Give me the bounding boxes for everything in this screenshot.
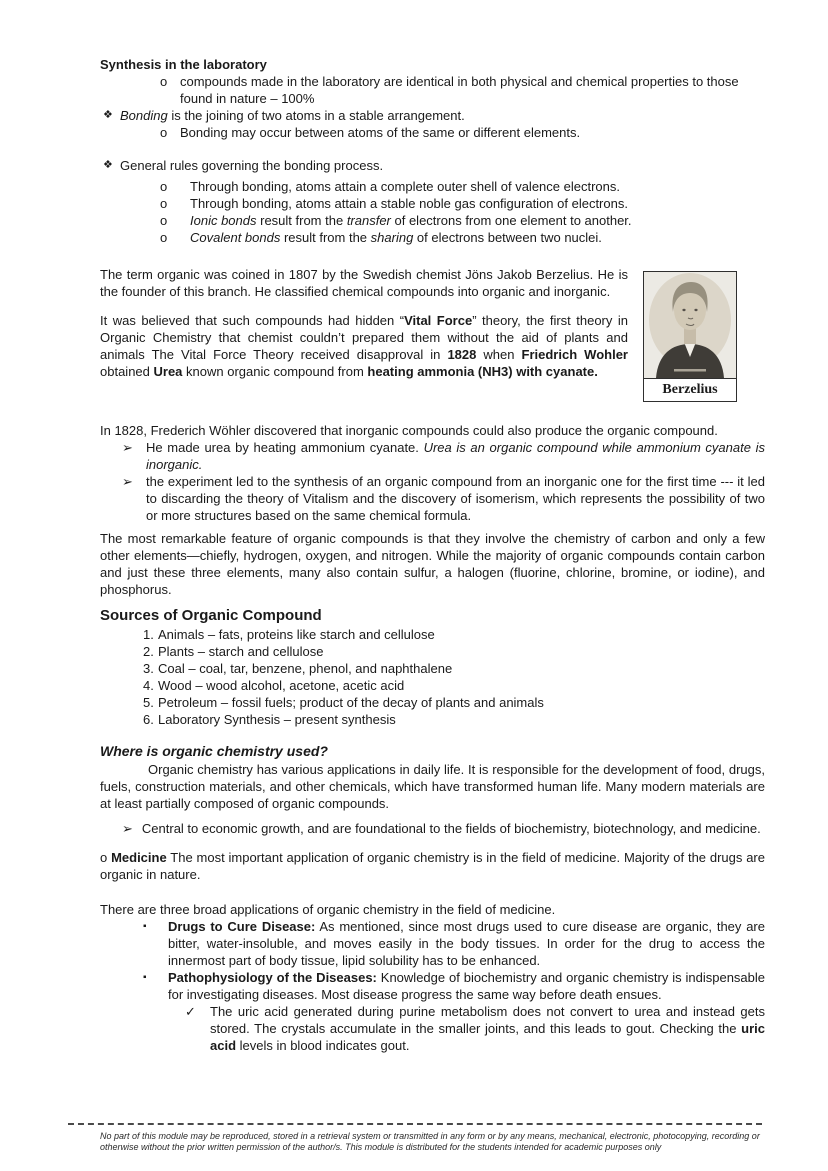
run: obtained <box>100 364 154 379</box>
list-item-pathophysiology <box>100 969 765 1003</box>
circle-bullet: o <box>160 230 168 245</box>
list-item-text <box>210 1003 765 1054</box>
term-drugs-to-cure: Drugs to Cure Disease: <box>168 919 316 934</box>
paragraph-carbon: The most remarkable feature of organic compounds is that they involve the chemistry of carbon and only a few other elements—chiefly, hydrogen, oxygen, and nitrogen. While the majority of organic compounds contain carbon and just these three elements, many also contain sulfur, a halogen (fluorine, chlorine, bromine, or iodine), and phosphorus. <box>100 531 765 597</box>
berzelius-portrait-image <box>643 271 737 379</box>
list-item-text: General rules governing the bonding process. <box>120 158 384 173</box>
heading-synthesis: Synthesis in the laboratory <box>100 57 267 72</box>
paragraph-organic-term: The term organic was coined in 1807 by the Swedish chemist Jöns Jakob Berzelius. He is the founder of this branch. He classified chemical compounds into organic and inorganic. <box>100 267 628 299</box>
paragraph-three-applications: There are three broad applications of organic chemistry in the field of medicine. <box>100 902 556 917</box>
run: result from the <box>256 213 347 228</box>
list-item-text: compounds made in the laboratory are identical in both physical and chemical properties to those found in nature – 100% <box>180 74 739 106</box>
square-bullet: ▪ <box>143 972 147 983</box>
circle-bullet: o <box>160 213 168 228</box>
run: result from the <box>280 230 371 245</box>
list-item-rule-1 <box>100 178 765 195</box>
source-item-5 <box>100 694 765 711</box>
list-item-rules-lead <box>100 157 765 174</box>
term-covalent-bonds: Covalent bonds <box>190 230 281 245</box>
term-bonding: Bonding <box>120 108 168 123</box>
square-bullet: ▪ <box>143 921 147 932</box>
run: Knowledge of biochemistry and organic chemistry is indispensable for investigating diseases. Most disease progress the same way before death ensues. <box>168 970 765 1002</box>
run: of electrons between two nuclei. <box>413 230 602 245</box>
list-item-text: Animals – fats, proteins like starch and cellulose <box>158 627 435 642</box>
list-item-urea <box>100 439 765 473</box>
arrow-bullet: ➢ <box>122 821 133 836</box>
list-item-text: Bonding may occur between atoms of the same or different elements. <box>180 125 581 140</box>
circle-bullet: o <box>100 850 112 865</box>
list-item-uric-acid <box>100 1003 765 1054</box>
list-item-bonding-sub <box>100 124 765 141</box>
circle-bullet: o <box>160 74 168 89</box>
diamond-bullet: ❖ <box>103 109 113 121</box>
run: of electrons from one element to another. <box>390 213 632 228</box>
source-item-4 <box>100 677 765 694</box>
portrait-svg <box>644 272 736 378</box>
list-item-text: the experiment led to the synthesis of an organic compound from an inorganic one for the first time --- it led to discarding the theory of Vitalism and the discovery of isomerism, which represents the possibility of two or more structures based on the same chemical formula. <box>146 474 765 523</box>
list-item-text <box>168 969 765 1003</box>
list-number: 4. <box>143 678 154 693</box>
paragraph-wohler-lead: In 1828, Frederich Wöhler discovered that inorganic compounds could also produce the organic compound. <box>100 423 718 438</box>
term-1828: 1828 <box>447 347 477 362</box>
run: He made urea by heating ammonium cyanate. <box>146 440 424 455</box>
list-item-text: Petroleum – fossil fuels; product of the decay of plants and animals <box>158 695 544 710</box>
list-item-text: Plants – starch and cellulose <box>158 644 324 659</box>
run: is the joining of two atoms in a stable arrangement. <box>167 108 465 123</box>
list-item-text <box>120 107 765 124</box>
run: The most important application of organic chemistry is in the field of medicine. Majority of the drugs are organic in nature. <box>100 850 765 882</box>
run: when <box>476 347 522 362</box>
diamond-bullet: ❖ <box>103 159 113 171</box>
paragraph-medicine <box>100 849 765 883</box>
run: known organic compound from <box>182 364 368 379</box>
list-item-rule-4 <box>100 229 765 246</box>
list-item-text: Laboratory Synthesis – present synthesis <box>158 712 396 727</box>
list-item-text <box>190 212 765 229</box>
term-transfer: transfer <box>346 213 391 228</box>
term-ionic-bonds: Ionic bonds <box>190 213 257 228</box>
term-medicine: Medicine <box>111 850 167 865</box>
history-section <box>100 266 765 408</box>
circle-bullet: o <box>160 179 168 194</box>
run: It was believed that such compounds had hidden “ <box>100 313 405 328</box>
list-item-text <box>168 918 765 969</box>
dashed-divider <box>68 1123 762 1125</box>
run: levels in blood indicates gout. <box>236 1038 410 1053</box>
term-friedrich-wohler: Friedrich Wohler <box>521 347 628 362</box>
list-item-text: Through bonding, atoms attain a stable noble gas configuration of electrons. <box>190 196 628 211</box>
figure-caption: Berzelius <box>643 379 737 402</box>
source-item-2 <box>100 643 765 660</box>
run: As mentioned, since most drugs used to cure disease are organic, they are bitter, water-insoluble, and moves easily in the body tissues. In order for the drug to access the innermost part of body tissue, lipid solubility has to be enhanced. <box>168 919 765 968</box>
list-item-text <box>146 439 765 473</box>
source-item-3 <box>100 660 765 677</box>
list-number: 5. <box>143 695 154 710</box>
list-item-synthesis <box>100 73 765 107</box>
arrow-bullet: ➢ <box>122 474 133 489</box>
list-item-experiment <box>100 473 765 524</box>
list-item-text <box>190 229 765 246</box>
circle-bullet: o <box>160 196 168 211</box>
term-urea-inorganic: Urea is an organic compound while ammonium cyanate is inorganic. <box>146 440 766 472</box>
page-footer <box>68 1123 762 1153</box>
list-item-bonding <box>100 107 765 124</box>
arrow-bullet: ➢ <box>122 440 133 455</box>
list-item-text: Wood – wood alcohol, acetone, acetic acid <box>158 678 405 693</box>
run: Central to economic growth, and are foundational to the fields of biochemistry, biotechnology, and medicine. <box>141 821 761 836</box>
term-vital-force: Vital Force <box>404 313 473 328</box>
heading-sources: Sources of Organic Compound <box>100 607 322 624</box>
list-item-text: Through bonding, atoms attain a complete outer shell of valence electrons. <box>190 179 620 194</box>
list-item-text: Coal – coal, tar, benzene, phenol, and naphthalene <box>158 661 453 676</box>
list-item-rule-3 <box>100 212 765 229</box>
source-item-6 <box>100 711 765 728</box>
list-number: 3. <box>143 661 154 676</box>
copyright-notice: No part of this module may be reproduced, stored in a retrieval system or transmitted in any form or by any means, mechanical, electronic, photocopying, recording or otherwise without the prior written permission of the author/s. This module is distributed for the students intended for academic purposes only <box>100 1131 760 1152</box>
bullet-central-economic <box>100 820 765 837</box>
check-bullet: ✓ <box>185 1004 196 1019</box>
heading-usage: Where is organic chemistry used? <box>100 743 328 759</box>
term-urea: Urea <box>153 364 183 379</box>
term-sharing: sharing <box>370 230 414 245</box>
list-number: 6. <box>143 712 154 727</box>
term-uric-acid: uric acid <box>210 1021 765 1053</box>
run: The uric acid generated during purine metabolism does not convert to urea and instead gets stored. The crystals accumulate in the smaller joints, and this leads to gout. Checking the <box>210 1004 765 1036</box>
list-item-drugs <box>100 918 765 969</box>
list-number: 1. <box>143 627 154 642</box>
berzelius-figure <box>643 271 737 402</box>
list-number: 2. <box>143 644 154 659</box>
paragraph-usage-intro: Organic chemistry has various applications in daily life. It is responsible for the development of food, drugs, fuels, construction materials, and other chemicals, which have transformed human life. Many modern materials are at least partially composed of organic compounds. <box>100 762 765 811</box>
term-pathophysiology: Pathophysiology of the Diseases: <box>168 970 377 985</box>
circle-bullet: o <box>160 125 168 140</box>
source-item-1 <box>100 626 765 643</box>
run: ” theory, the first theory in Organic Chemistry that chemist couldn’t prepared them without the aid of plants and animals The Vital Force Theory received disapproval in <box>100 313 628 362</box>
list-item-rule-2 <box>100 195 765 212</box>
term-heating-ammonia: heating ammonia (NH3) with cyanate. <box>367 364 598 379</box>
